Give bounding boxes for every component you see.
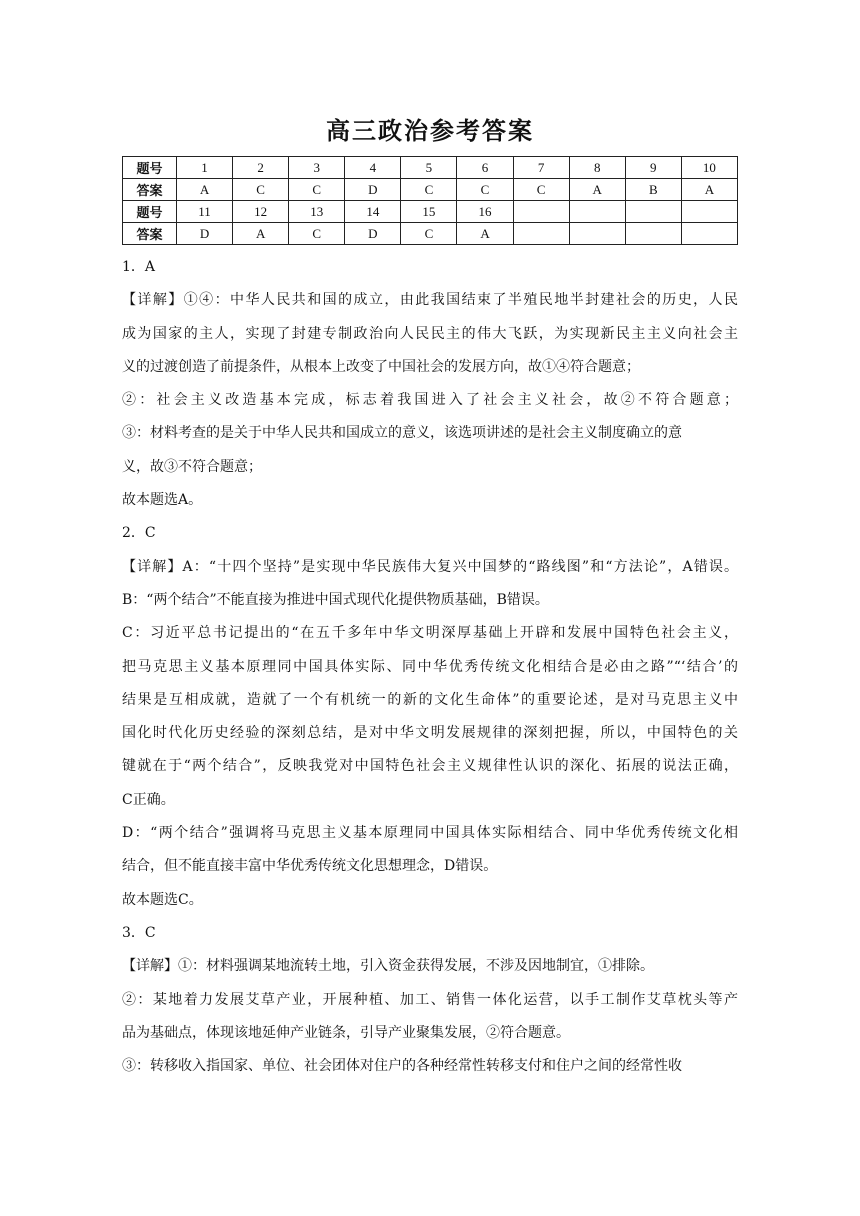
question-number-cell [625, 201, 681, 223]
question-number-cell: 11 [177, 201, 233, 223]
answer-row [123, 223, 738, 245]
answer-letter-cell: D [345, 179, 401, 201]
question-number-cell: 12 [233, 201, 289, 223]
answer-letter-cell: C [233, 179, 289, 201]
text-line: 【详解】①：材料强调某地流转土地，引入资金获得发展，不涉及因地制宜，①排除。 [122, 958, 654, 975]
answer-letter-cell: C [457, 179, 513, 201]
answer-letter-cell: A [457, 223, 513, 245]
text-line: 成为国家的主人，实现了封建专制政治向人民民主的伟大飞跃，为实现新民主主义向社会主 [122, 325, 738, 342]
answer-letter-cell: A [569, 179, 625, 201]
answer-letter-cell: C [289, 179, 345, 201]
question-number-cell: 3 [289, 157, 345, 179]
question-number-cell: 10 [681, 157, 737, 179]
answer-letter-cell: C [401, 223, 457, 245]
text-line: 故本题选C。 [122, 891, 203, 908]
question-row [123, 201, 738, 223]
question-number-cell [681, 201, 737, 223]
text-line: 结合，但不能直接丰富中华优秀传统文化思想理念，D错误。 [122, 858, 498, 875]
text-line: ②：社会主义改造基本完成，标志着我国进入了社会主义社会，故②不符合题意； [122, 392, 738, 409]
answer-table [122, 156, 738, 245]
answer-letter-cell [625, 223, 681, 245]
text-line: 故本题选A。 [122, 492, 203, 509]
question-number-cell: 8 [569, 157, 625, 179]
text-line: ③：转移收入指国家、单位、社会团体对住户的各种经常性转移支付和住户之间的经常性收 [122, 1058, 682, 1075]
text-line: 3．C [122, 924, 156, 941]
answer-row-header: 答案 [123, 223, 177, 245]
question-number-cell: 16 [457, 201, 513, 223]
text-line: B：“两个结合”不能直接为推进中国式现代化提供物质基础，B错误。 [122, 591, 549, 608]
text-line: C：习近平总书记提出的“在五千多年中华文明深厚基础上开辟和发展中国特色社会主义， [122, 625, 738, 642]
text-line: 1．A [122, 259, 156, 275]
text-line: 【详解】①④：中华人民共和国的成立，由此我国结束了半殖民地半封建社会的历史，人民 [122, 292, 738, 309]
question-number-cell: 2 [233, 157, 289, 179]
text-line: 键就在于“两个结合”，反映我党对中国特色社会主义规律性认识的深化、拓展的说法正确， [122, 758, 738, 775]
question-number-cell: 13 [289, 201, 345, 223]
answer-row [123, 179, 738, 201]
text-line: 品为基础点，体现该地延伸产业链条，引导产业聚集发展，②符合题意。 [122, 1024, 570, 1041]
question-row-header: 题号 [123, 201, 177, 223]
answer-letter-cell [681, 223, 737, 245]
answer-letter-cell: D [177, 223, 233, 245]
text-line: D：“两个结合”强调将马克思主义基本原理同中国具体实际相结合、同中华优秀传统文化相 [122, 825, 738, 842]
answer-letter-cell: B [625, 179, 681, 201]
answer-letter-cell: C [289, 223, 345, 245]
answer-letter-cell: C [401, 179, 457, 201]
answer-letter-cell: A [177, 179, 233, 201]
question-row-header: 题号 [123, 157, 177, 179]
question-number-cell [569, 201, 625, 223]
answer-letter-cell: A [233, 223, 289, 245]
page-title: 高三政治参考答案 [326, 117, 534, 145]
answer-letter-cell [569, 223, 625, 245]
text-line: 2．C [122, 525, 156, 542]
answer-letter-cell: A [681, 179, 737, 201]
text-line: 把马克思主义基本原理同中国具体实际、同中华优秀传统文化相结合是必由之路”“‘结合’的 [122, 658, 738, 675]
text-line: 结果是互相成就，造就了一个有机统一的新的文化生命体”的重要论述，是对马克思主义中 [122, 691, 738, 708]
question-number-cell: 15 [401, 201, 457, 223]
question-number-cell: 9 [625, 157, 681, 179]
answer-row-header: 答案 [123, 179, 177, 201]
question-number-cell: 6 [457, 157, 513, 179]
text-line: 义，故③不符合题意； [122, 458, 262, 475]
question-number-cell: 1 [177, 157, 233, 179]
text-line: C正确。 [122, 791, 175, 808]
question-number-cell [513, 201, 569, 223]
question-row [123, 157, 738, 179]
answer-explanations [122, 251, 738, 1083]
question-number-cell: 5 [401, 157, 457, 179]
text-line: 国化时代化历史经验的深刻总结，是对中华文明发展规律的深刻把握，所以，中国特色的关 [122, 725, 738, 742]
answer-letter-cell [513, 223, 569, 245]
question-number-cell: 4 [345, 157, 401, 179]
text-line: ②：某地着力发展艾草产业，开展种植、加工、销售一体化运营，以手工制作艾草枕头等产 [122, 991, 738, 1008]
document-page [122, 106, 738, 1083]
text-line: 义的过渡创造了前提条件，从根本上改变了中国社会的发展方向，故①④符合题意； [122, 358, 640, 375]
text-line: 【详解】A：“十四个坚持”是实现中华民族伟大复兴中国梦的“路线图”和“方法论”，A错误。 [122, 558, 738, 575]
question-number-cell: 14 [345, 201, 401, 223]
text-line: ③：材料考查的是关于中华人民共和国成立的意义，该选项讲述的是社会主义制度确立的意 [122, 425, 682, 442]
answer-letter-cell: C [513, 179, 569, 201]
answer-letter-cell: D [345, 223, 401, 245]
question-number-cell: 7 [513, 157, 569, 179]
